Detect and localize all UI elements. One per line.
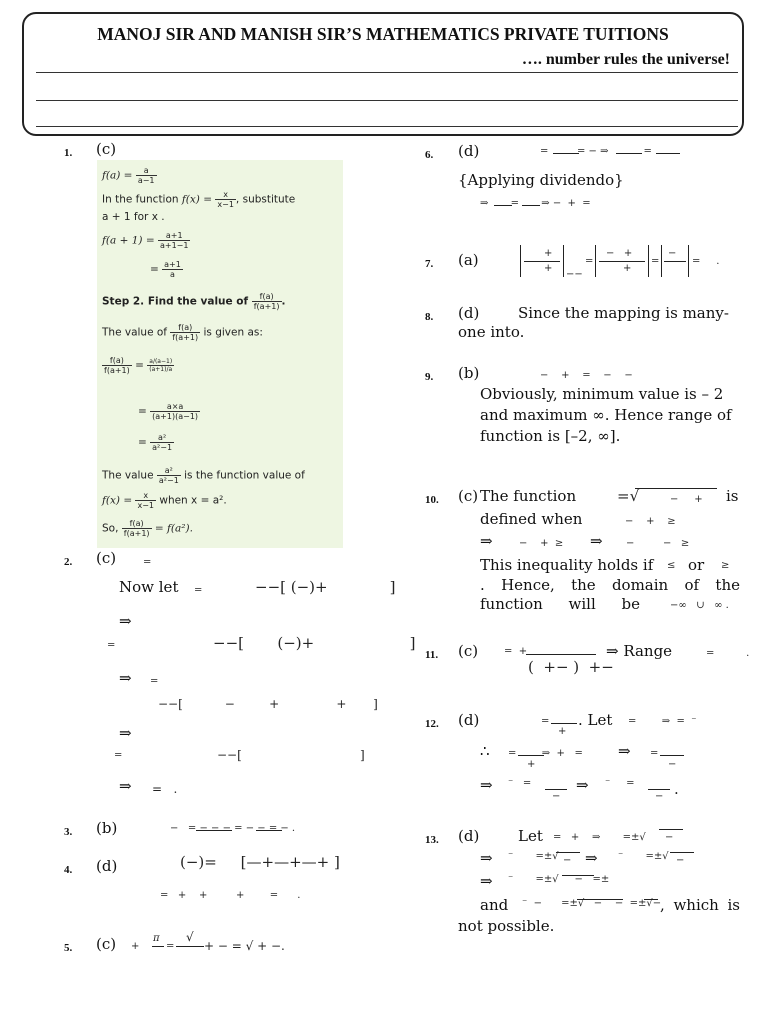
abs-bar [648, 245, 649, 277]
math-fragment: ⁻ =±√ [508, 851, 559, 862]
question-number: 12. [425, 718, 439, 730]
solution-text: one into. [458, 323, 525, 341]
radical-bar [562, 875, 594, 876]
solution-text: This inequality holds if [480, 556, 654, 574]
math-fragment: − [676, 855, 685, 866]
math-fragment: − + [670, 494, 703, 505]
answer-option: (d) [458, 827, 480, 845]
math-fragment: − [563, 855, 572, 866]
solution-text: and [480, 896, 509, 914]
math-fragment: =√ [617, 487, 640, 505]
question-number: 2. [64, 556, 73, 568]
math-fragment: − [668, 248, 677, 259]
solution-line: So, $\frac{f(a)}{f(a+1)}$ = f(a²). [102, 519, 193, 538]
fraction-bar [545, 789, 567, 790]
math-fragment: − = − − − = − − = − . [170, 823, 296, 834]
implies-arrow: ⇒ [119, 724, 132, 742]
math-fragment: = + [504, 646, 528, 657]
question-number: 11. [425, 649, 439, 661]
therefore-symbol: ∴ [480, 742, 490, 760]
abs-bar [595, 245, 596, 277]
solution-line: f(x) = $\frac{x}{x-1}$ when x = a². [102, 491, 227, 510]
implies-arrow: ⇒ [480, 849, 493, 867]
question-number: 3. [64, 826, 73, 838]
fraction-bar [599, 261, 645, 262]
implies-arrow: ⇒ [585, 849, 598, 867]
math-fragment: = . [706, 648, 750, 659]
math-fragment: ≤ [667, 560, 676, 571]
fraction-bar [616, 153, 642, 154]
math-fragment: = + ⇒ =±√ [553, 832, 646, 843]
implies-arrow: ⇒ [590, 532, 603, 550]
implies-arrow: ⇒ [480, 532, 493, 550]
answer-option: (c) [458, 642, 479, 660]
answer-option: (a) [458, 251, 479, 269]
abs-bar [661, 245, 662, 277]
fraction-bar [494, 205, 512, 206]
question-number: 4. [64, 864, 73, 876]
fraction-bar [660, 755, 684, 756]
math-fragment: = [166, 941, 175, 952]
abs-bar [563, 245, 564, 277]
math-fragment: = . [152, 782, 178, 796]
abs-bar [688, 245, 689, 277]
header-box [22, 12, 744, 136]
question-number: 6. [425, 149, 434, 161]
implies-arrow: ⇒ [480, 872, 493, 890]
math-fragment: −−[ − + + ] [158, 697, 378, 711]
solution-text: Let [518, 827, 543, 845]
radical-bar [670, 852, 694, 853]
fraction-bar [524, 261, 560, 262]
radical-bar [659, 829, 683, 830]
math-fragment: = + + + = . [160, 890, 301, 901]
fraction-bar [526, 654, 596, 655]
solution-text: function will be [480, 595, 640, 613]
math-fragment: ⁻ = [508, 778, 532, 789]
implies-arrow: ⇒ [480, 776, 493, 794]
math-fragment: −−[ ] [217, 748, 365, 762]
fraction-bar [553, 153, 579, 154]
fraction-bar [664, 261, 686, 262]
math-fragment: − + ≥ [519, 538, 564, 549]
math-fragment: ⁻ − =±√ − − =±√− [522, 898, 662, 909]
solution-line: The value $\frac{\text{a²}}{\text{a²−1}}$ is the function value of [102, 466, 305, 485]
math-fragment: . [674, 780, 679, 798]
question-number: 9. [425, 371, 434, 383]
answer-option: (b) [96, 819, 118, 837]
solution-text: function is [–2, ∞]. [480, 427, 621, 445]
math-fragment: −− [566, 269, 583, 280]
step-heading: Step 2. Find the value of $\frac{f(a)}{f(a+1)}$ . [102, 292, 286, 311]
math-fragment: (−)= [—+—+—+ ] [180, 853, 340, 871]
question-number: 8. [425, 311, 434, 323]
math-fragment: = [107, 640, 116, 651]
solution-text: The function [480, 487, 577, 505]
question-number: 5. [64, 942, 73, 954]
radical-bar [644, 899, 658, 900]
math-fragment: = [114, 750, 123, 761]
math-fragment: + [558, 726, 567, 737]
implies-arrow: ⇒ [119, 669, 132, 687]
fraction-bar [648, 789, 670, 790]
math-fragment: = [143, 557, 152, 568]
math-fragment: = ⇒ + = [508, 748, 583, 759]
math-fragment: ( +− ) +− [528, 658, 614, 676]
math-fragment: ≥ [721, 560, 730, 571]
math-fragment: − [552, 791, 561, 802]
math-fragment: − + [606, 248, 633, 259]
fraction-bar [656, 153, 680, 154]
math-fragment: = [651, 256, 660, 267]
math-fragment: − [665, 832, 674, 843]
solution-text: ⇒ Range [606, 642, 673, 660]
solution-text: , which is [660, 896, 740, 914]
solution-line: The value of $\frac{f(a)}{f(a+1)}$ is given as: [102, 323, 263, 342]
math-fragment: + − = √ + −. [204, 939, 285, 953]
question-number: 10. [425, 494, 439, 506]
question-number: 1. [64, 147, 73, 159]
solution-line: a + 1 for x . [102, 211, 165, 223]
page-title: MANOJ SIR AND MANISH SIR’S MATHEMATICS PRIVATE TUITIONS [97, 24, 669, 44]
math-fragment: = [650, 748, 659, 759]
math-fragment: −−[ (−)+ ] [255, 578, 396, 596]
abs-bar [520, 245, 521, 277]
implies-arrow: ⇒ [576, 776, 589, 794]
solution-line: $\frac{f(a)}{f(a+1)}$ = $\frac{a/(a-1)}{(a+1)/a}$ [104, 356, 173, 375]
radical-bar [577, 899, 623, 900]
answer-option: (c) [96, 140, 117, 158]
header-rule [36, 100, 738, 101]
header-rule [36, 126, 738, 127]
math-fragment: = . [692, 256, 720, 267]
solution-text: is [726, 487, 739, 505]
answer-option: (c) [96, 549, 117, 567]
math-fragment: − + ≥ [625, 516, 676, 527]
question-number: 7. [425, 258, 434, 270]
answer-option: (d) [458, 711, 480, 729]
answer-option: (d) [458, 304, 480, 322]
math-fragment: ⁻ = [605, 778, 635, 789]
implies-arrow: ⇒ [119, 777, 132, 795]
solution-text: Obviously, minimum value is – 2 [480, 385, 724, 403]
math-fragment: − [655, 791, 664, 802]
solution-text: {Applying dividendo} [458, 171, 624, 189]
math-fragment: + [623, 263, 632, 274]
answer-option: (c) [458, 487, 479, 505]
header-rule [36, 72, 738, 73]
math-fragment: − [668, 759, 677, 770]
math-fragment: ⇒ = ⇒ − + = [480, 198, 591, 209]
question-number: 13. [425, 834, 439, 846]
solution-line: f(a) = $\frac{a}{a-1}$ [102, 166, 155, 185]
solution-text: and maximum ∞. Hence range of [480, 406, 732, 424]
math-fragment: π [153, 933, 160, 944]
fraction-bar [196, 830, 232, 831]
fraction-bar [522, 205, 540, 206]
radical-bar [556, 852, 580, 853]
math-fragment: ⁻ =±√ − =± [508, 874, 610, 885]
math-fragment: = [150, 676, 159, 687]
math-fragment: = [541, 716, 550, 727]
math-fragment: −∞ ∪ ∞ . [670, 600, 729, 611]
math-fragment: + [544, 263, 553, 274]
solution-text: . Let [578, 711, 613, 729]
fraction-bar [518, 755, 544, 756]
answer-option: (d) [96, 857, 118, 875]
math-fragment: + [527, 759, 536, 770]
tagline: …. number rules the universe! [521, 51, 730, 68]
solution-line: = $\frac{\text{a²}}{\text{a²−1}}$ [138, 433, 173, 452]
answer-option: (b) [458, 364, 480, 382]
math-fragment: = ⇒ = ⁻ [628, 716, 697, 727]
solution-text: or [688, 556, 705, 574]
solution-line: In the function f(x) = $\frac{x}{x-1}$ , substitute [102, 190, 296, 209]
solution-text: not possible. [458, 917, 555, 935]
fraction-bar [551, 723, 577, 724]
math-fragment: + [544, 248, 553, 259]
solution-line: f(a + 1) = $\frac{a+1}{a+1-1}$ [102, 231, 189, 250]
math-fragment: − + = − − [540, 370, 633, 381]
solution-text: Now let [119, 578, 179, 596]
fraction-bar [256, 830, 282, 831]
math-fragment: √ [186, 930, 194, 944]
math-fragment: = = − ⇒ = [540, 146, 652, 157]
solution-text: defined when [480, 510, 583, 528]
solution-text: Since the mapping is many- [518, 304, 729, 322]
answer-option: (d) [458, 142, 480, 160]
solution-line: = $\frac{a\times a}{(a+1)(a-1)}$ [138, 402, 199, 421]
solution-text: . Hence, the domain of the [480, 576, 740, 594]
math-fragment: −−[ (−)+ ] [213, 634, 416, 652]
math-fragment: ⁻ =±√ [618, 851, 669, 862]
math-fragment: = [194, 585, 203, 596]
radical-bar [635, 488, 717, 489]
solution-line: = $\frac{a+1}{a}$ [150, 260, 181, 279]
math-fragment: + [131, 941, 140, 952]
math-fragment: = [585, 256, 594, 267]
fraction-bar [176, 946, 204, 947]
fraction-bar [152, 946, 164, 947]
implies-arrow: ⇒ [618, 742, 631, 760]
implies-arrow: ⇒ [119, 612, 132, 630]
math-fragment: − − ≥ [626, 538, 690, 549]
answer-option: (c) [96, 935, 117, 953]
